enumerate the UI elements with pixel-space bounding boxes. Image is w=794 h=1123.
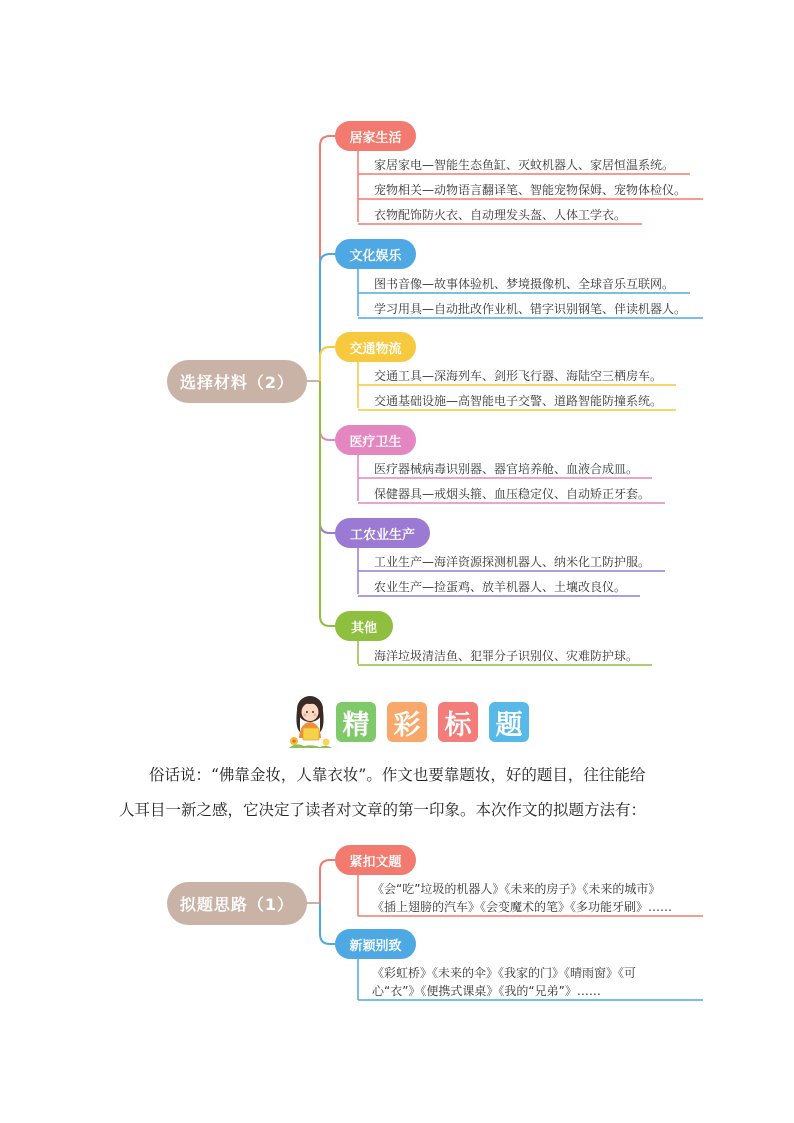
leaf-culture-1: 图书音像—故事体验机、梦境摄像机、全球音乐互联网。 bbox=[374, 277, 675, 291]
leaf-novel-line-1: 《彩虹桥》《未来的伞》《我家的门》《晴雨窗》《可 bbox=[372, 966, 637, 980]
branch-home-life: 居家生活 bbox=[335, 121, 416, 151]
leaf-traffic-1: 交通工具—深海列车、剑形飞行器、海陆空三栖房车。 bbox=[374, 369, 663, 383]
branch-medical: 医疗卫生 bbox=[335, 425, 416, 455]
banner-tile-2: 彩 bbox=[387, 702, 427, 742]
mindmap2-root: 拟题思路（1） bbox=[167, 882, 307, 925]
branch-industry: 工农业生产 bbox=[335, 518, 430, 548]
banner-tile-1: 精 bbox=[336, 702, 376, 742]
mindmap1-root: 选择材料（2） bbox=[167, 360, 307, 403]
paragraph-line-2: 人耳目一新之感，它决定了读者对文章的第一印象。本次作文的拟题方法有： bbox=[119, 801, 647, 819]
banner-tile-4: 题 bbox=[489, 702, 529, 742]
leaf-close-to-topic-line-2: 《插上翅膀的汽车》《会变魔术的笔》《多功能牙刷》…… bbox=[372, 900, 673, 914]
banner-tile-3: 标 bbox=[438, 702, 478, 742]
girl-reading-illustration bbox=[286, 694, 334, 750]
leaf-traffic-2: 交通基础设施—高智能电子交警、道路智能防撞系统。 bbox=[374, 394, 663, 408]
leaf-home-2: 宠物相关—动物语言翻译笔、智能宠物保姆、宠物体检仪。 bbox=[374, 183, 687, 197]
leaf-other-1: 海洋垃圾清洁鱼、犯罪分子识别仪、灾难防护球。 bbox=[374, 649, 639, 663]
branch-culture: 文化娱乐 bbox=[335, 239, 416, 269]
branch-novel: 新颖别致 bbox=[335, 929, 416, 959]
leaf-novel-line-2: 心“衣”》《便携式课桌》《我的“兄弟”》…… bbox=[372, 984, 601, 998]
leaf-medical-2: 保健器具—戒烟头箍、血压稳定仪、自动矫正牙套。 bbox=[374, 487, 651, 501]
branch-traffic: 交通物流 bbox=[335, 332, 416, 362]
leaf-culture-2: 学习用具—自动批改作业机、错字识别钢笔、伴读机器人。 bbox=[374, 302, 687, 316]
leaf-medical-1: 医疗器械病毒识别器、器官培养舱、血液合成皿。 bbox=[374, 462, 639, 476]
leaf-novel bbox=[372, 964, 636, 1000]
leaf-home-3: 衣物配饰防火衣、自动理发头盔、人体工学衣。 bbox=[374, 208, 627, 222]
paragraph-line-1: 俗话说：“佛靠金妆，人靠衣妆”。作文也要靠题妆，好的题目，往往能给 bbox=[149, 766, 646, 784]
leaf-industry-1: 工业生产—海洋资源探测机器人、纳米化工防护服。 bbox=[374, 555, 651, 569]
leaf-close-to-topic-line-1: 《会“吃”垃圾的机器人》《未来的房子》《未来的城市》 bbox=[372, 882, 661, 896]
leaf-close-to-topic bbox=[372, 880, 672, 916]
branch-other: 其他 bbox=[335, 611, 393, 641]
leaf-industry-2: 农业生产—捡蛋鸡、放羊机器人、土壤改良仪。 bbox=[374, 580, 627, 594]
leaf-home-1: 家居家电—智能生态鱼缸、灭蚊机器人、家居恒温系统。 bbox=[374, 158, 675, 172]
branch-close-to-topic: 紧扣文题 bbox=[335, 845, 416, 875]
